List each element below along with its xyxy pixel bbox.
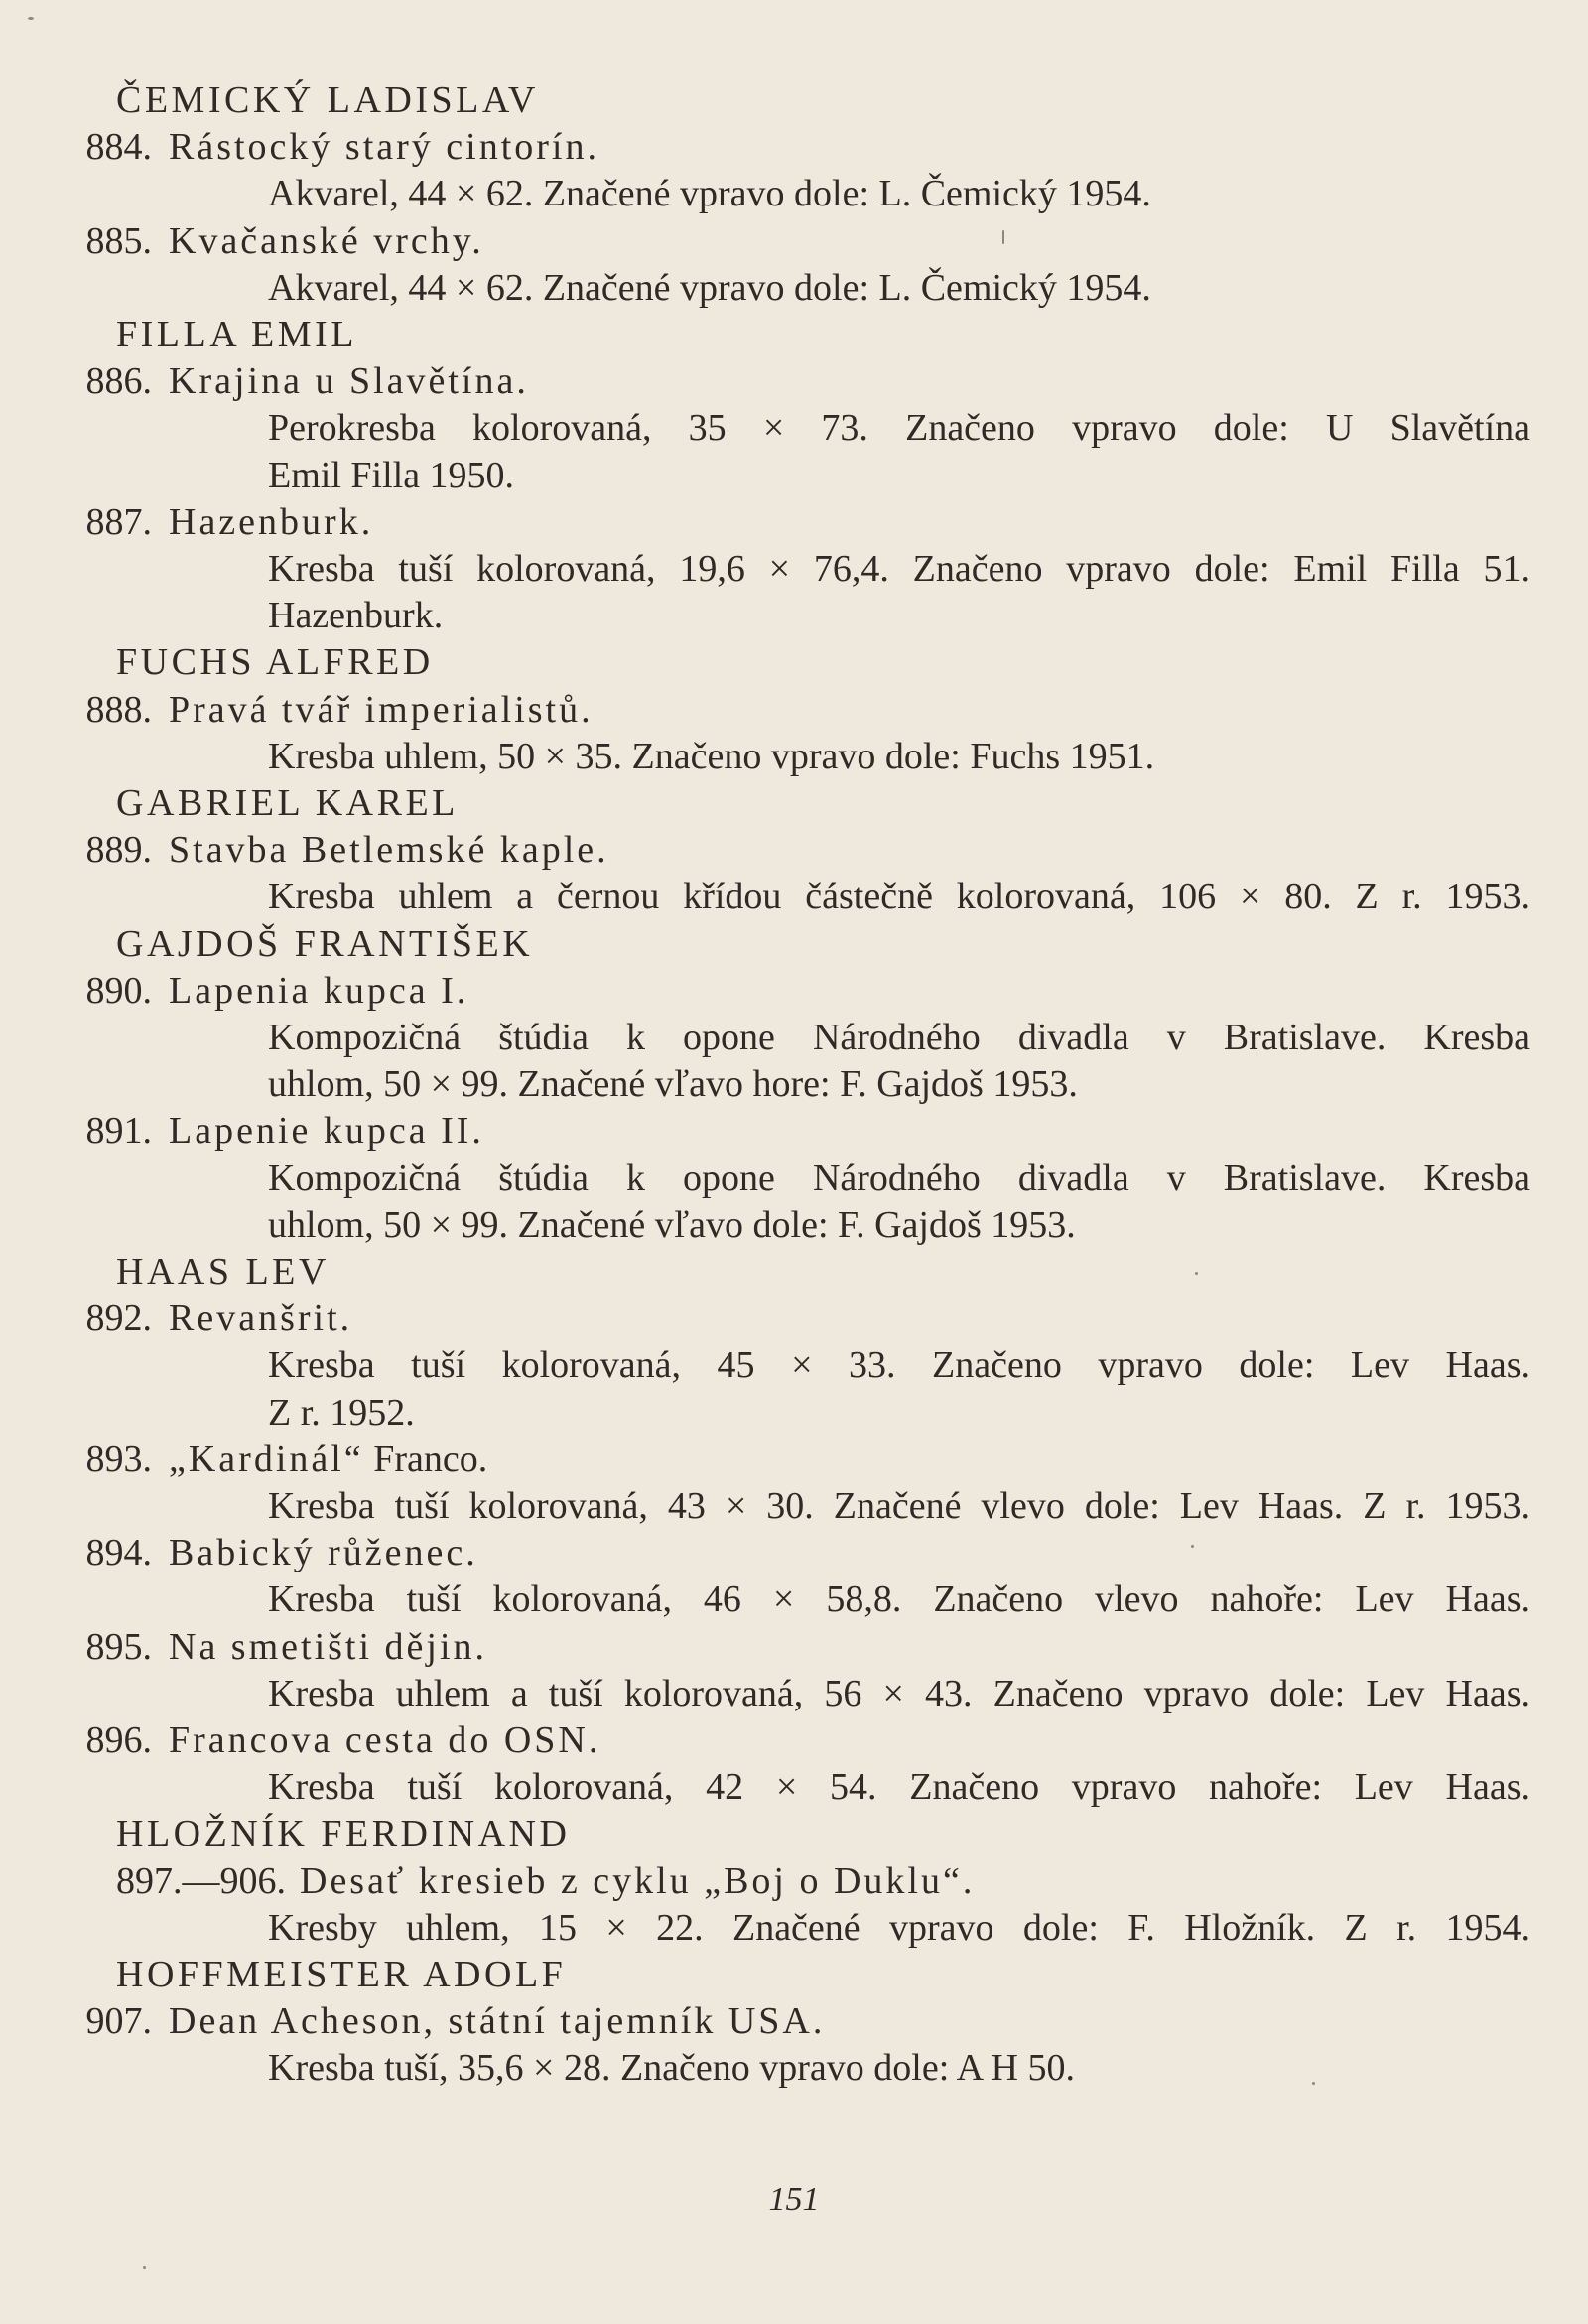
catalog-number: 884. bbox=[85, 126, 152, 169]
artwork-description: Kresba tuší kolorovaná, 46 × 58,8. Značeno vlevo nahoře: Lev Haas. bbox=[268, 1578, 1530, 1621]
artwork-title-line bbox=[0, 218, 484, 265]
artist-heading: ČEMICKÝ LADISLAV bbox=[116, 79, 539, 121]
artwork-title-line bbox=[0, 687, 594, 734]
catalog-number: 891. bbox=[85, 1110, 152, 1153]
artwork-title-line bbox=[0, 827, 609, 874]
artwork-description: Hazenburk. bbox=[268, 595, 444, 637]
artwork-description: Kresba uhlem a tuší kolorovaná, 56 × 43. Značeno vpravo dole: Lev Haas. bbox=[268, 1672, 1530, 1714]
artist-heading: GABRIEL KAREL bbox=[116, 782, 459, 824]
artwork-title: Lapenia kupca I. bbox=[169, 969, 469, 1012]
catalog-number: 907. bbox=[85, 2000, 152, 2043]
artwork-title-line bbox=[0, 1530, 478, 1576]
scan-speck bbox=[1191, 1545, 1194, 1548]
artwork-title: Revanšrit. bbox=[169, 1298, 353, 1340]
artist-heading: FUCHS ALFRED bbox=[116, 641, 434, 684]
artwork-title: Francova cesta do OSN. bbox=[169, 1719, 601, 1761]
artwork-title: Rástocký starý cintorín. bbox=[169, 126, 599, 169]
scan-speck bbox=[1002, 230, 1004, 244]
artwork-title-line bbox=[0, 1624, 487, 1671]
artwork-description: Kresba tuší kolorovaná, 43 × 30. Značené vlevo dole: Lev Haas. Z r. 1953. bbox=[268, 1485, 1530, 1527]
artist-heading: FILLA EMIL bbox=[116, 314, 357, 355]
catalog-number: 897.—906. bbox=[116, 1859, 286, 1902]
catalog-number: 887. bbox=[85, 500, 152, 543]
artwork-title: Krajina u Slavětína. bbox=[169, 360, 529, 403]
catalog-number: 896. bbox=[85, 1719, 152, 1761]
artwork-title-line bbox=[0, 499, 373, 546]
catalog-number: 890. bbox=[85, 969, 152, 1012]
artwork-title: Babický růženec. bbox=[169, 1532, 478, 1574]
artwork-title-line bbox=[0, 358, 529, 405]
artwork-title: Stavba Betlemské kaple. bbox=[169, 829, 609, 872]
artwork-title: Kvačanské vrchy. bbox=[169, 219, 484, 262]
artwork-description: Kresba tuší kolorovaná, 42 × 54. Značeno vpravo nahoře: Lev Haas. bbox=[268, 1766, 1530, 1809]
catalog-number: 888. bbox=[85, 688, 152, 731]
artwork-title-line bbox=[0, 1998, 825, 2045]
artwork-description: Kompozičná štúdia k opone Národného divadla v Bratislave. Kresba bbox=[268, 1157, 1530, 1199]
artwork-description: Kresby uhlem, 15 × 22. Značené vpravo dole: F. Hložník. Z r. 1954. bbox=[268, 1906, 1530, 1949]
artwork-title-line bbox=[0, 1296, 352, 1342]
artwork-title-line bbox=[0, 1108, 484, 1155]
scan-speck bbox=[28, 17, 34, 20]
artwork-description: Akvarel, 44 × 62. Značené vpravo dole: L. Čemický 1954. bbox=[268, 266, 1151, 309]
artwork-description: Kresba tuší, 35,6 × 28. Značeno vpravo dole: A H 50. bbox=[268, 2047, 1075, 2090]
catalog-number: 886. bbox=[85, 360, 152, 403]
artist-heading: HLOŽNÍK FERDINAND bbox=[116, 1813, 571, 1855]
page-number: 151 bbox=[768, 2181, 820, 2218]
artwork-description: Perokresba kolorovaná, 35 × 73. Značeno vpravo dole: U Slavětína bbox=[268, 407, 1530, 450]
artwork-title: Na smetišti dějin. bbox=[169, 1625, 488, 1668]
artwork-description: Akvarel, 44 × 62. Značené vpravo dole: L. Čemický 1954. bbox=[268, 173, 1151, 215]
catalog-number: 895. bbox=[85, 1625, 152, 1668]
scan-speck bbox=[1312, 2082, 1315, 2085]
artwork-title: Pravá tvář imperialistů. bbox=[169, 688, 594, 731]
artist-heading: HAAS LEV bbox=[116, 1251, 330, 1293]
artwork-description: Kresba uhlem, 50 × 35. Značeno vpravo dole: Fuchs 1951. bbox=[268, 735, 1155, 777]
scan-speck bbox=[143, 2266, 146, 2269]
artwork-title-rest: Franco. bbox=[363, 1437, 488, 1480]
artwork-description: Z r. 1952. bbox=[268, 1391, 415, 1434]
catalog-number: 894. bbox=[85, 1532, 152, 1574]
artwork-description: Emil Filla 1950. bbox=[268, 454, 515, 496]
artwork-description: Kresba tuší kolorovaná, 45 × 33. Značeno vpravo dole: Lev Haas. bbox=[268, 1344, 1530, 1387]
artwork-title: „Kardinál“ bbox=[169, 1437, 364, 1480]
artist-heading: GAJDOŠ FRANTIŠEK bbox=[116, 922, 534, 965]
artwork-title-line bbox=[0, 968, 468, 1015]
artwork-title-line bbox=[0, 124, 599, 171]
artist-heading: HOFFMEISTER ADOLF bbox=[116, 1954, 567, 1995]
catalog-number: 892. bbox=[85, 1298, 152, 1340]
scan-speck bbox=[1195, 1272, 1198, 1275]
artwork-title: Dean Acheson, státní tajemník USA. bbox=[169, 2000, 826, 2043]
artwork-description: Kresba tuší kolorovaná, 19,6 × 76,4. Značeno vpravo dole: Emil Filla 51. bbox=[268, 548, 1530, 590]
artwork-title: Hazenburk. bbox=[169, 500, 374, 543]
artwork-title: Lapenie kupca II. bbox=[169, 1110, 484, 1153]
catalog-number: 889. bbox=[85, 829, 152, 872]
artwork-title: Desať kresieb z cyklu „Boj o Duklu“. bbox=[300, 1859, 976, 1902]
artwork-title-line bbox=[0, 1436, 487, 1483]
artwork-description: Kompozičná štúdia k opone Národného divadla v Bratislave. Kresba bbox=[268, 1017, 1530, 1058]
catalog-number: 885. bbox=[85, 219, 152, 262]
catalog-number: 893. bbox=[85, 1437, 152, 1480]
artwork-title-line bbox=[0, 1858, 975, 1905]
artwork-description: Kresba uhlem a černou křídou částečně kolorovaná, 106 × 80. Z r. 1953. bbox=[268, 876, 1530, 918]
artwork-description: uhlom, 50 × 99. Značené vľavo dole: F. Gajdoš 1953. bbox=[268, 1203, 1076, 1246]
artwork-title-line bbox=[0, 1717, 600, 1764]
artwork-description: uhlom, 50 × 99. Značené vľavo hore: F. Gajdoš 1953. bbox=[268, 1063, 1078, 1106]
